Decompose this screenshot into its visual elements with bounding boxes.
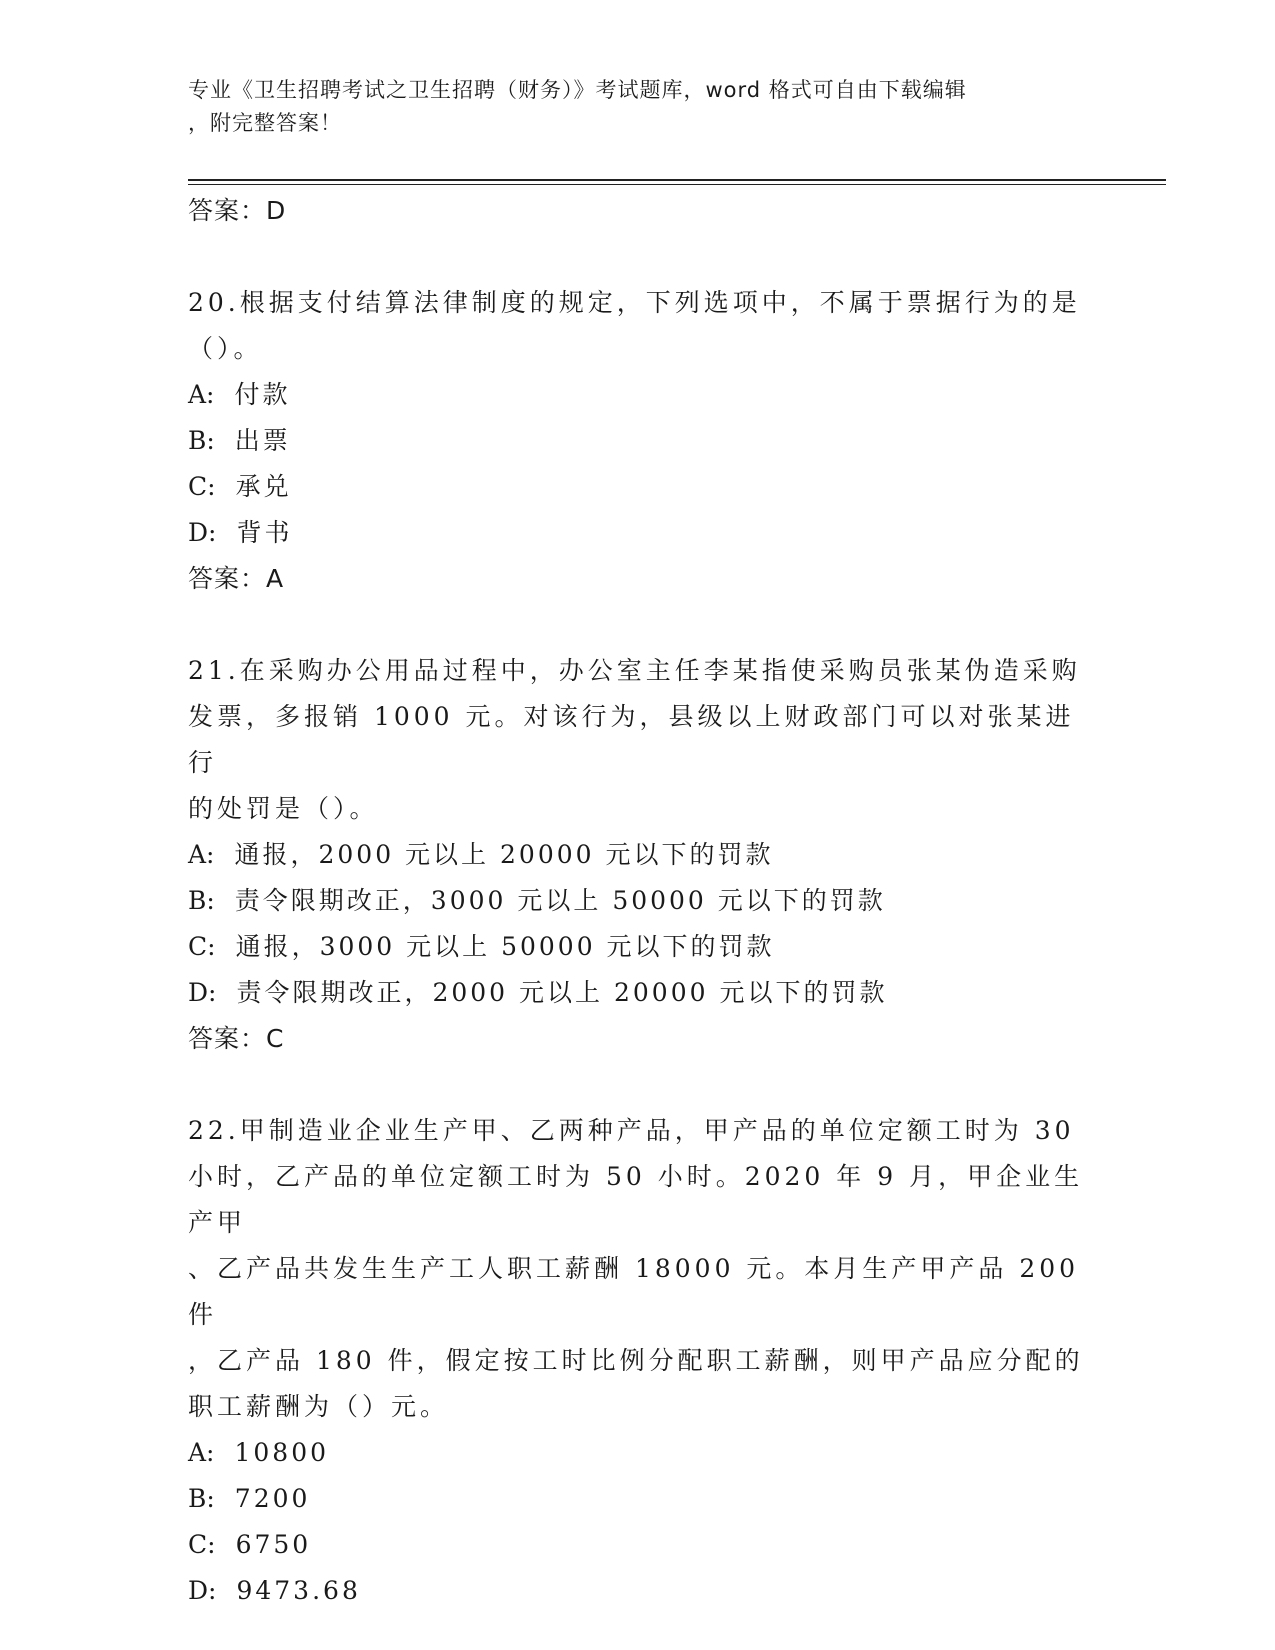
header-divider-thick — [188, 179, 1166, 181]
previous-answer: 答案：D — [188, 196, 287, 225]
option-a — [188, 1430, 1088, 1476]
option-b — [188, 878, 1088, 924]
option-label: B: — [188, 886, 215, 915]
option-label: C: — [188, 932, 216, 961]
question-text: （）。 — [188, 334, 263, 363]
option-text: 出票 — [234, 426, 291, 455]
header-title-line-2: ，附完整答案！ — [188, 111, 342, 135]
question-text: 发票，多报销 1000 元。对该行为，县级以上财政部门可以对张某进行 — [188, 702, 1075, 777]
option-text: 付款 — [234, 380, 291, 409]
document-header — [188, 74, 1088, 140]
option-label: B: — [188, 426, 215, 455]
question-text: 20.根据支付结算法律制度的规定，下列选项中，不属于票据行为的是 — [188, 288, 1081, 317]
question-22 — [188, 1108, 1088, 1614]
option-text: 通报，2000 元以上 20000 元以下的罚款 — [234, 840, 774, 869]
question-21 — [188, 648, 1088, 1062]
option-label: C: — [188, 472, 216, 501]
option-label: D: — [188, 1576, 217, 1605]
option-label: D: — [188, 978, 217, 1007]
option-a — [188, 832, 1088, 878]
option-b — [188, 1476, 1088, 1522]
option-text: 6750 — [235, 1530, 312, 1559]
option-text: 承兑 — [235, 472, 292, 501]
option-d — [188, 510, 1088, 556]
option-label: A: — [188, 840, 215, 869]
header-divider-thin — [188, 184, 1166, 185]
option-label: A: — [188, 1438, 215, 1467]
question-text: 的处罚是（）。 — [188, 794, 379, 823]
question-text: 小时，乙产品的单位定额工时为 50 小时。2020 年 9 月，甲企业生产甲 — [188, 1162, 1084, 1237]
question-text: ，乙产品 180 件，假定按工时比例分配职工薪酬，则甲产品应分配的 — [188, 1346, 1084, 1375]
option-text: 通报，3000 元以上 50000 元以下的罚款 — [235, 932, 775, 961]
option-text: 9473.68 — [236, 1576, 361, 1605]
document-body — [188, 188, 1088, 1614]
option-b — [188, 418, 1088, 464]
option-text: 背书 — [236, 518, 293, 547]
header-title-line-1: 专业《卫生招聘考试之卫生招聘（财务）》考试题库，word 格式可自由下载编辑 — [188, 78, 967, 102]
option-c — [188, 924, 1088, 970]
option-text: 责令限期改正，3000 元以上 50000 元以下的罚款 — [234, 886, 886, 915]
option-c — [188, 1522, 1088, 1568]
option-d — [188, 970, 1088, 1016]
option-text: 7200 — [234, 1484, 311, 1513]
answer: 答案：C — [188, 1024, 285, 1053]
option-text: 责令限期改正，2000 元以上 20000 元以下的罚款 — [236, 978, 888, 1007]
question-20 — [188, 280, 1088, 602]
question-text: 21.在采购办公用品过程中，办公室主任李某指使采购员张某伪造采购 — [188, 656, 1081, 685]
question-text: 、乙产品共发生生产工人职工薪酬 18000 元。本月生产甲产品 200 件 — [188, 1254, 1080, 1329]
option-a — [188, 372, 1088, 418]
option-c — [188, 464, 1088, 510]
option-d — [188, 1568, 1088, 1614]
option-label: D: — [188, 518, 217, 547]
option-label: C: — [188, 1530, 216, 1559]
question-text: 22.甲制造业企业生产甲、乙两种产品，甲产品的单位定额工时为 30 — [188, 1116, 1075, 1145]
answer: 答案：A — [188, 564, 285, 593]
option-label: A: — [188, 380, 215, 409]
question-text: 职工薪酬为（）元。 — [188, 1392, 450, 1421]
option-text: 10800 — [234, 1438, 330, 1467]
option-label: B: — [188, 1484, 215, 1513]
